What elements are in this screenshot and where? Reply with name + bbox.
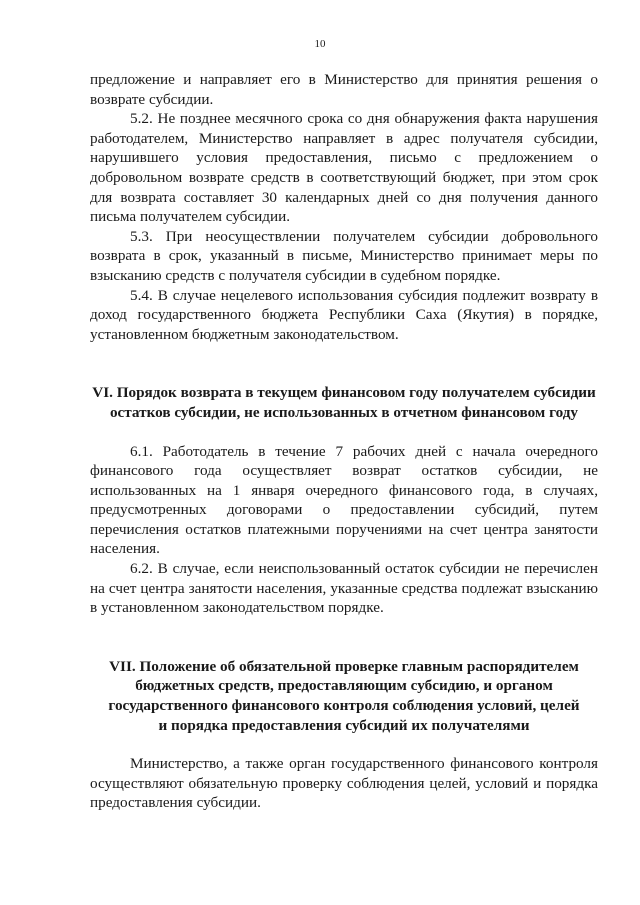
paragraph-7: Министерство, а также орган государственного финансового контроля осуществляют обязательную проверку соблюдения целей, условий и порядка предоставления субсидии. (90, 755, 598, 812)
section-7-title-line: VII. Положение об обязательной проверке главным распорядителем (109, 657, 579, 675)
paragraph-5-4: 5.4. В случае нецелевого использования субсидия подлежит возврату в доход государственного бюджета Республики Саха (Якутия) в порядке, установленном бюджетным законодательством. (90, 286, 598, 343)
paragraph-6-2: 6.2. В случае, если неиспользованный остаток субсидии не перечислен на счет центра занятости населения, указанные средства подлежат взысканию в установленном законодательством порядке. (90, 560, 598, 617)
section-6-title-line: остатков субсидии, не использованных в отчетном финансовом году (109, 403, 579, 421)
section-7-title-line: государственного финансового контроля соблюдения условий, целей (108, 697, 580, 715)
section-7-title-line: и порядка предоставления субсидий их получателями (158, 716, 530, 734)
paragraph-6-1: 6.1. Работодатель в течение 7 рабочих дней с начала очередного финансового года осуществляет возврат остатков субсидии, не использованных на 1 января очередного финансового года, в случаях, предусмотренных договорами о предоставлении субсидий, путем перечисления остатков платежными поручениями на счет центра занятости населения. (90, 442, 598, 558)
section-6-title (90, 383, 598, 422)
paragraph-5-1-continuation: предложение и направляет его в Министерство для принятия решения о возврате субсидии. (90, 71, 598, 108)
paragraph-5-3: 5.3. При неосуществлении получателем субсидии добровольного возврата в срок, указанный в письме, Министерство принимает меры по взысканию средств с получателя субсидии в судебном порядке. (90, 227, 598, 284)
section-7-title (90, 657, 598, 735)
document-body (90, 70, 598, 813)
paragraph-5-2: 5.2. Не позднее месячного срока со дня обнаружения факта нарушения работодателем, Министерство направляет в адрес получателя субсидии, нарушившего условия предоставления, письмо с предложением о добровольном возврате средств в соответствующий бюджет, при этом срок для возврата составляет 30 календарных дней со дня получения данного письма получателем субсидии. (90, 110, 598, 226)
page-number: 10 (314, 38, 326, 50)
section-7-title-line: бюджетных средств, предоставляющим субсидию, и органом (135, 677, 553, 695)
section-6-title-line: VI. Порядок возврата в текущем финансовом году получателем субсидии (92, 384, 596, 402)
